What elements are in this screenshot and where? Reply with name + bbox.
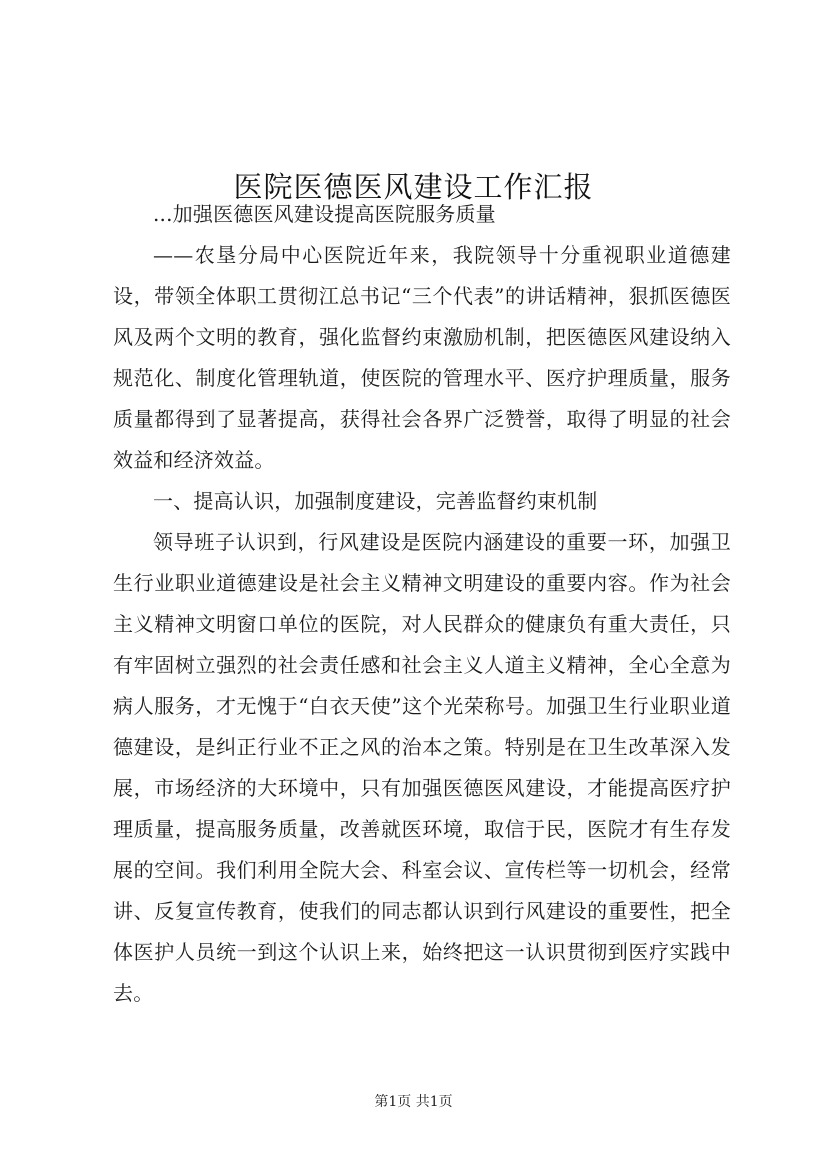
- document-title: 医院医德医风建设工作汇报: [233, 170, 594, 205]
- intro-paragraph: ——农垦分局中心医院近年来，我院领导十分重视职业道德建设，带领全体职工贯彻江总书记“三个代表”的讲话精神，狠抓医德医风及两个文明的教育，强化监督约束激励机制，把医德医风建设纳入规范化、制度化管理轨道，使医院的管理水平、医疗护理质量，服务质量都得到了显著提高，获得社会各界广泛赞誉，取得了明显的社会效益和经济效益。: [113, 243, 731, 472]
- document-body: [113, 194, 731, 1014]
- subtitle-paragraph: ...加强医德医风建设提高医院服务质量: [153, 202, 496, 226]
- section-heading: 一、提高认识，加强制度建设，完善监督约束机制: [153, 489, 598, 513]
- body-paragraph: 领导班子认识到，行风建设是医院内涵建设的重要一环，加强卫生行业职业道德建设是社会主义精神文明建设的重要内容。作为社会主义精神文明窗口单位的医院，对人民群众的健康负有重大责任，只有牢固树立强烈的社会责任感和社会主义人道主义精神，全心全意为病人服务，才无愧于“白衣天使”这个光荣称号。加强卫生行业职业道德建设，是纠正行业不正之风的治本之策。特别是在卫生改革深入发展，市场经济的大环境中，只有加强医德医风建设，才能提高医疗护理质量，提高服务质量，改善就医环境，取信于民，医院才有生存发展的空间。我们利用全院大会、科室会议、宣传栏等一切机会，经常讲、反复宣传教育，使我们的同志都认识到行风建设的重要性，把全体医护人员统一到这个认识上来，始终把这一认识贯彻到医疗实践中去。: [113, 530, 731, 1005]
- page-footer: 第1页 共1页: [374, 1094, 453, 1110]
